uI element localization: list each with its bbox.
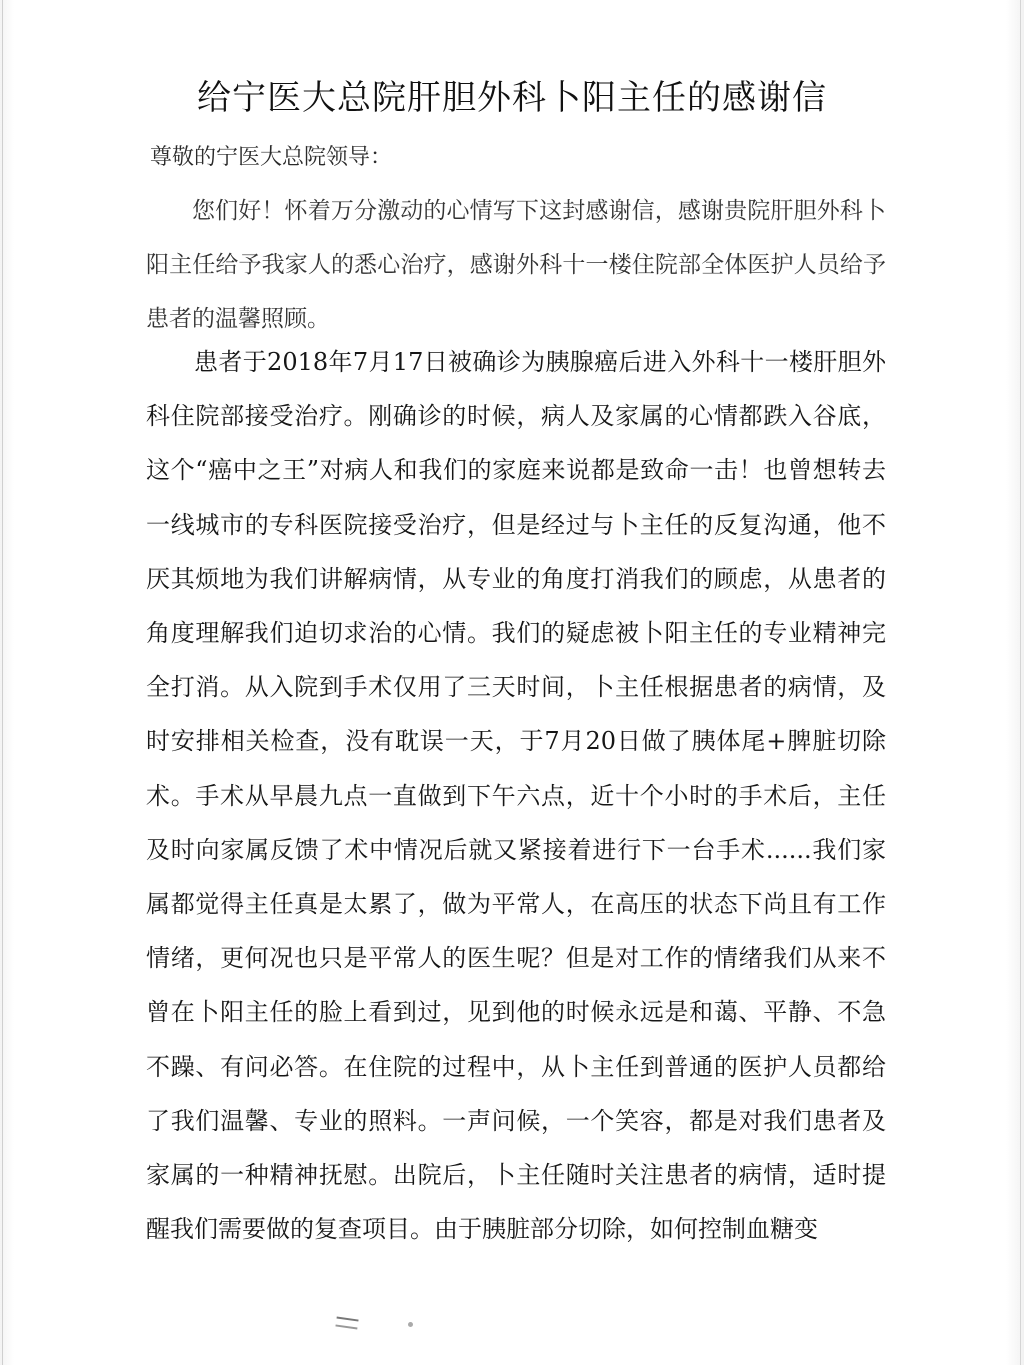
letter-salutation: 尊敬的宁医大总院领导： [150,145,393,170]
letter-paragraph-2: 患者于2018年7月17日被确诊为胰腺癌后进入外科十一楼肝胆外科住院部接受治疗。刚确诊的时候，病人及家属的心情都跌入谷底，这个“癌中之王”对病人和我们的家庭来说都是致命一击！也曾想转去一线城市的专科医院接受治疗，但是经过与卜主任的反复沟通，他不厌其烦地为我们讲解病情，从专业的角度打消我们的顾虑，从患者的角度理解我们迫切求治的心情。我们的疑虑被卜阳主任的专业精神完全打消。从入院到手术仅用了三天时间，卜主任根据患者的病情，及时安排相关检查，没有耽误一天，于7月20日做了胰体尾+脾脏切除术。手术从早晨九点一直做到下午六点，近十个小时的手术后，主任及时向家属反馈了术中情况后就又紧接着进行下一台手术......我们家属都觉得主任真是太累了，做为平常人，在高压的状态下尚且有工作情绪，更何况也只是平常人的医生呢？但是对工作的情绪我们从来不曾在卜阳主任的脸上看到过，见到他的时候永远是和蔼、平静、不急不躁、有问必答。在住院的过程中，从卜主任到普通的医护人员都给了我们温馨、专业的照料。一声问候，一个笑容，都是对我们患者及家属的一种精神抚慰。出院后，卜主任随时关注患者的病情，适时提醒我们需要做的复查项目。由于胰脏部分切除，如何控制血糖变 [146,348,886,1244]
scan-smudge-mark [335,1317,358,1330]
scan-dot-mark [408,1322,413,1327]
scan-edge-right [1020,0,1021,1365]
letter-paragraph-1: 您们好！怀着万分激动的心情写下这封感谢信，感谢贵院肝胆外科卜阳主任给予我家人的悉心治疗，感谢外科十一楼住院部全体医护人员给予患者的温馨照顾。 [146,198,886,332]
scan-edge-left [2,0,3,1365]
letter-title: 给宁医大总院肝胆外科卜阳主任的感谢信 [197,78,827,118]
